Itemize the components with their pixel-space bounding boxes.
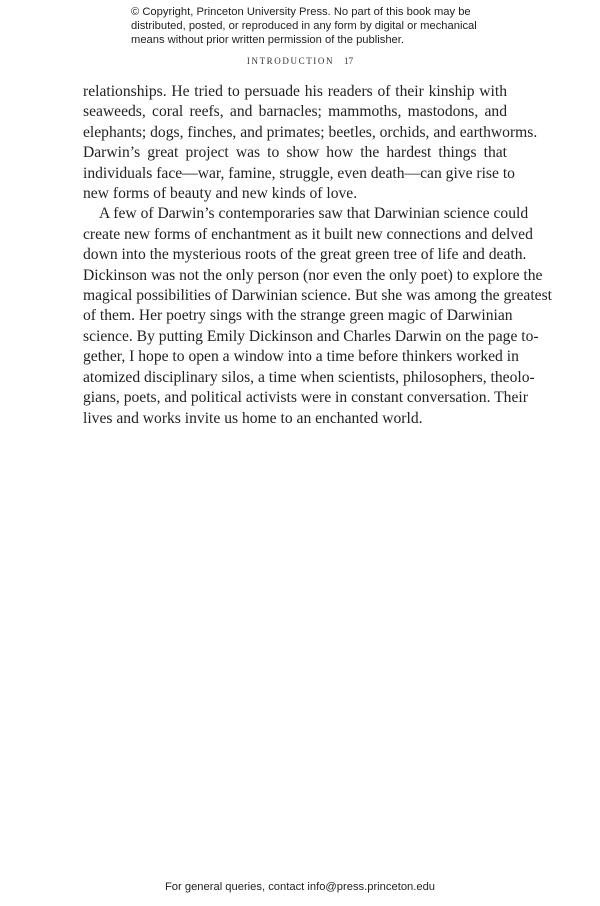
text-line: magical possibilities of Darwinian science. But she was among the greatest [83,287,552,305]
text-line: create new forms of enchantment as it built new connections and delved [83,225,533,243]
body-text [83,82,552,429]
text-line: seaweeds, coral reefs, and barnacles; mammoths, mastodons, and [83,103,507,121]
running-head-title: INTRODUCTION [246,56,335,66]
text-line: down into the mysterious roots of the great green tree of life and death. [83,246,527,264]
text-line: atomized disciplinary silos, a time when scientists, philosophers, theolo- [83,368,535,386]
text-line: individuals face—war, famine, struggle, even death—can give rise to [83,164,515,182]
paragraph [83,82,538,204]
text-line: Darwin’s great project was to show how the hardest things that [83,144,507,162]
text-line: gether, I hope to open a window into a time before thinkers worked in [83,348,519,366]
copyright-line: distributed, posted, or reproduced in any form by digital or mechanical [131,20,477,33]
copyright-line: means without prior written permission of the publisher. [131,34,404,47]
text-line: lives and works invite us home to an enchanted world. [83,409,423,427]
page-number: 17 [344,56,354,66]
text-line: gians, poets, and political activists were in constant conversation. Their [83,389,528,407]
running-head [0,56,600,66]
copyright-notice [131,5,477,48]
text-line: of them. Her poetry sings with the strange green magic of Darwinian [83,307,513,325]
text-line: A few of Darwin’s contemporaries saw that Darwinian science could [99,205,529,223]
paragraph [83,204,552,428]
text-line: elephants; dogs, finches, and primates; beetles, orchids, and earthworms. [83,123,538,141]
text-line: Dickinson was not the only person (nor even the only poet) to explore the [83,266,543,284]
text-line: relationships. He tried to persuade his readers of their kinship with [83,83,507,100]
footer-contact: For general queries, contact info@press.princeton.edu [164,881,436,893]
text-line: new forms of beauty and new kinds of love. [83,185,358,203]
text-line: science. By putting Emily Dickinson and Charles Darwin on the page to- [83,327,539,345]
copyright-line: © Copyright, Princeton University Press. No part of this book may be [131,6,471,18]
